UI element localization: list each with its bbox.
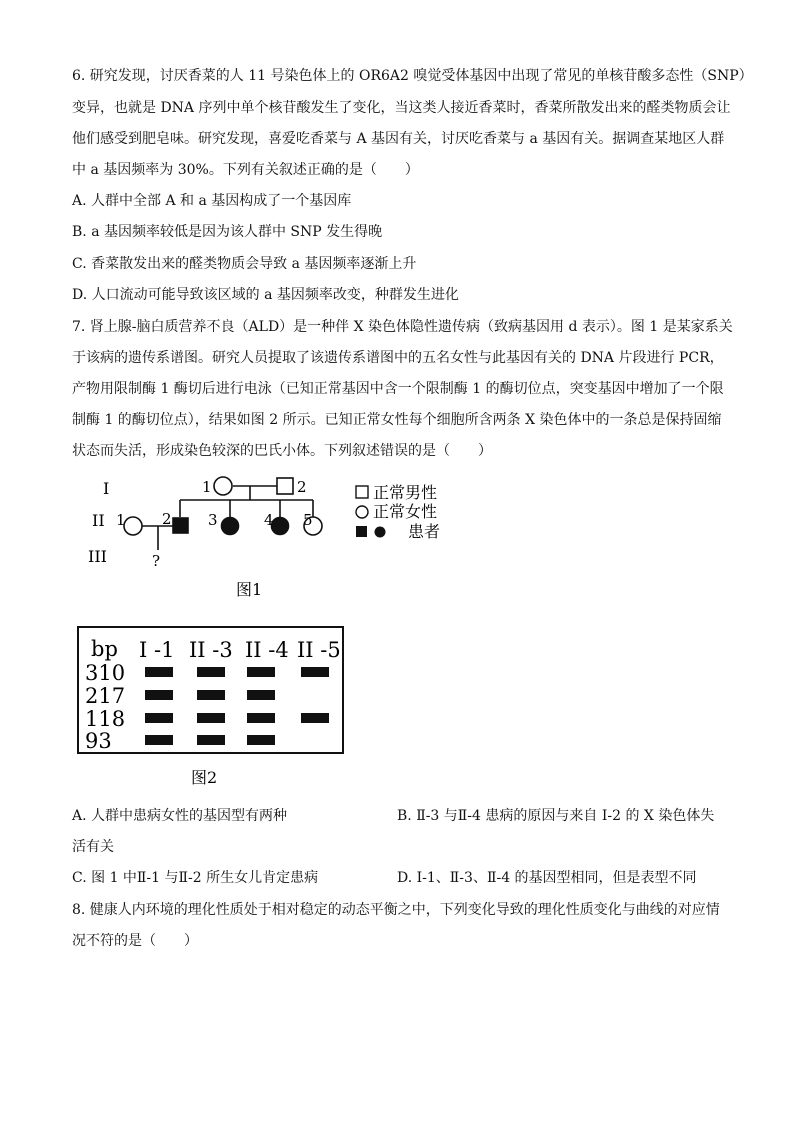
pedigree-question-mark: ? <box>152 552 161 570</box>
gel-size-93: 93 <box>85 729 112 753</box>
legend-normal-male: 正常男性 <box>373 483 438 502</box>
q6-option-d: D. 人口流动可能导致该区域的 a 基因频率改变，种群发生进化 <box>72 287 459 303</box>
q8-stem-line-1: 8. 健康人内环境的理化性质处于相对稳定的动态平衡之中，下列变化导致的理化性质变化与曲线的对应情 <box>72 902 720 918</box>
q7-option-b-line-1: B. Ⅱ-3 与Ⅱ-4 患病的原因与来自 I-2 的 X 染色体失 <box>397 808 715 824</box>
q7-option-a: A. 人群中患病女性的基因型有两种 <box>72 808 288 824</box>
band-II4-217 <box>247 690 275 700</box>
q7-stem-line-5: 状态而失活，形成染色较深的巴氏小体。下列叙述错误的是（ ） <box>72 443 492 459</box>
pedigree-number-II2: 2 <box>162 510 172 528</box>
pedigree-I2-normal-male <box>277 478 293 494</box>
band-II4-118 <box>247 713 275 723</box>
band-I1-310 <box>145 667 173 677</box>
legend-affected-male-icon <box>356 526 367 537</box>
band-II3-93 <box>197 735 225 745</box>
legend-normal-female: 正常女性 <box>373 502 438 521</box>
q7-stem-line-2: 于该病的遗传系谱图。研究人员提取了该遗传系谱图中的五名女性与此基因有关的 DNA 片段进行 PCR， <box>72 350 724 366</box>
pedigree-number-I2: 2 <box>297 478 307 496</box>
pedigree-number-I1: 1 <box>202 478 212 496</box>
band-I1-93 <box>145 735 173 745</box>
gel-header-II5: II -5 <box>297 638 341 662</box>
q8-stem-line-2: 况不符的是（ ） <box>72 933 198 949</box>
pedigree-II2-affected-male <box>173 518 188 533</box>
q7-option-b-line-2: 活有关 <box>72 839 114 855</box>
generation-label-I: I <box>103 479 110 498</box>
q7-stem-line-4: 制酶 1 的酶切位点），结果如图 2 所示。已知正常女性每个细胞所含两条 X 染色体中的一条总是保持固缩 <box>72 412 722 428</box>
band-II5-310 <box>301 667 329 677</box>
gel-size-310: 310 <box>85 661 126 685</box>
generation-label-III: III <box>88 547 107 566</box>
band-II3-118 <box>197 713 225 723</box>
figure1-caption: 图1 <box>236 580 263 599</box>
band-II3-217 <box>197 690 225 700</box>
q7-stem-line-3: 产物用限制酶 1 酶切后进行电泳（已知正常基因中含一个限制酶 1 的酶切位点，突变基因中增加了一个限 <box>72 381 724 397</box>
q6-stem-line-2: 变异，也就是 DNA 序列中单个核苷酸发生了变化，当这类人接近香菜时，香菜所散发出来的醛类物质会让 <box>72 100 731 116</box>
pedigree-II4-affected-female <box>272 518 289 535</box>
q6-stem-line-1: 6. 研究发现，讨厌香菜的人 11 号染色体上的 OR6A2 嗅觉受体基因中出现了常见的单核苷酸多态性（SNP） <box>72 68 753 84</box>
legend-normal-male-icon <box>356 486 368 498</box>
pedigree-I1-normal-female <box>214 477 232 495</box>
legend-normal-female-icon <box>356 506 368 518</box>
q7-option-d: D. I-1、Ⅱ-3、Ⅱ-4 的基因型相同，但是表型不同 <box>397 870 697 886</box>
electrophoresis-figure <box>75 622 355 792</box>
gel-size-217: 217 <box>85 684 126 708</box>
q6-stem-line-3: 他们感受到肥皂味。研究发现，喜爱吃香菜与 A 基因有关，讨厌吃香菜与 a 基因有关。据调查某地区人群 <box>72 131 725 147</box>
band-II4-310 <box>247 667 275 677</box>
pedigree-figure <box>80 470 460 610</box>
gel-header-II3: II -3 <box>189 638 233 662</box>
q6-option-b: B. a 基因频率较低是因为该人群中 SNP 发生得晚 <box>72 224 383 240</box>
pedigree-II3-affected-female <box>222 518 239 535</box>
pedigree-number-II1: 1 <box>116 511 126 529</box>
pedigree-number-II4: 4 <box>264 511 274 529</box>
band-I1-217 <box>145 690 173 700</box>
pedigree-number-II5: 5 <box>303 511 313 529</box>
generation-label-II: II <box>92 511 105 530</box>
gel-header-I1: I -1 <box>139 638 175 662</box>
figure2-caption: 图2 <box>191 768 218 787</box>
pedigree-II1-normal-female <box>124 517 142 535</box>
legend-affected: 患者 <box>408 522 441 541</box>
band-II4-93 <box>247 735 275 745</box>
band-II5-118 <box>301 713 329 723</box>
q7-stem-line-1: 7. 肾上腺-脑白质营养不良（ALD）是一种伴 X 染色体隐性遗传病（致病基因用 d 表示）。图 1 是某家系关 <box>72 319 733 335</box>
band-I1-118 <box>145 713 173 723</box>
q6-option-a: A. 人群中全部 A 和 a 基因构成了一个基因库 <box>72 193 352 209</box>
pedigree-number-II3: 3 <box>208 511 218 529</box>
gel-header-II4: II -4 <box>245 638 289 662</box>
q7-option-c: C. 图 1 中Ⅱ-1 与Ⅱ-2 所生女儿肯定患病 <box>72 870 319 886</box>
band-II3-310 <box>197 667 225 677</box>
q6-stem-line-4: 中 a 基因频率为 30%。下列有关叙述正确的是（ ） <box>72 162 419 178</box>
q6-option-c: C. 香菜散发出来的醛类物质会导致 a 基因频率逐渐上升 <box>72 256 417 272</box>
gel-header-bp: bp <box>91 637 118 661</box>
gel-size-118: 118 <box>85 707 126 731</box>
legend-affected-female-icon <box>375 527 386 538</box>
